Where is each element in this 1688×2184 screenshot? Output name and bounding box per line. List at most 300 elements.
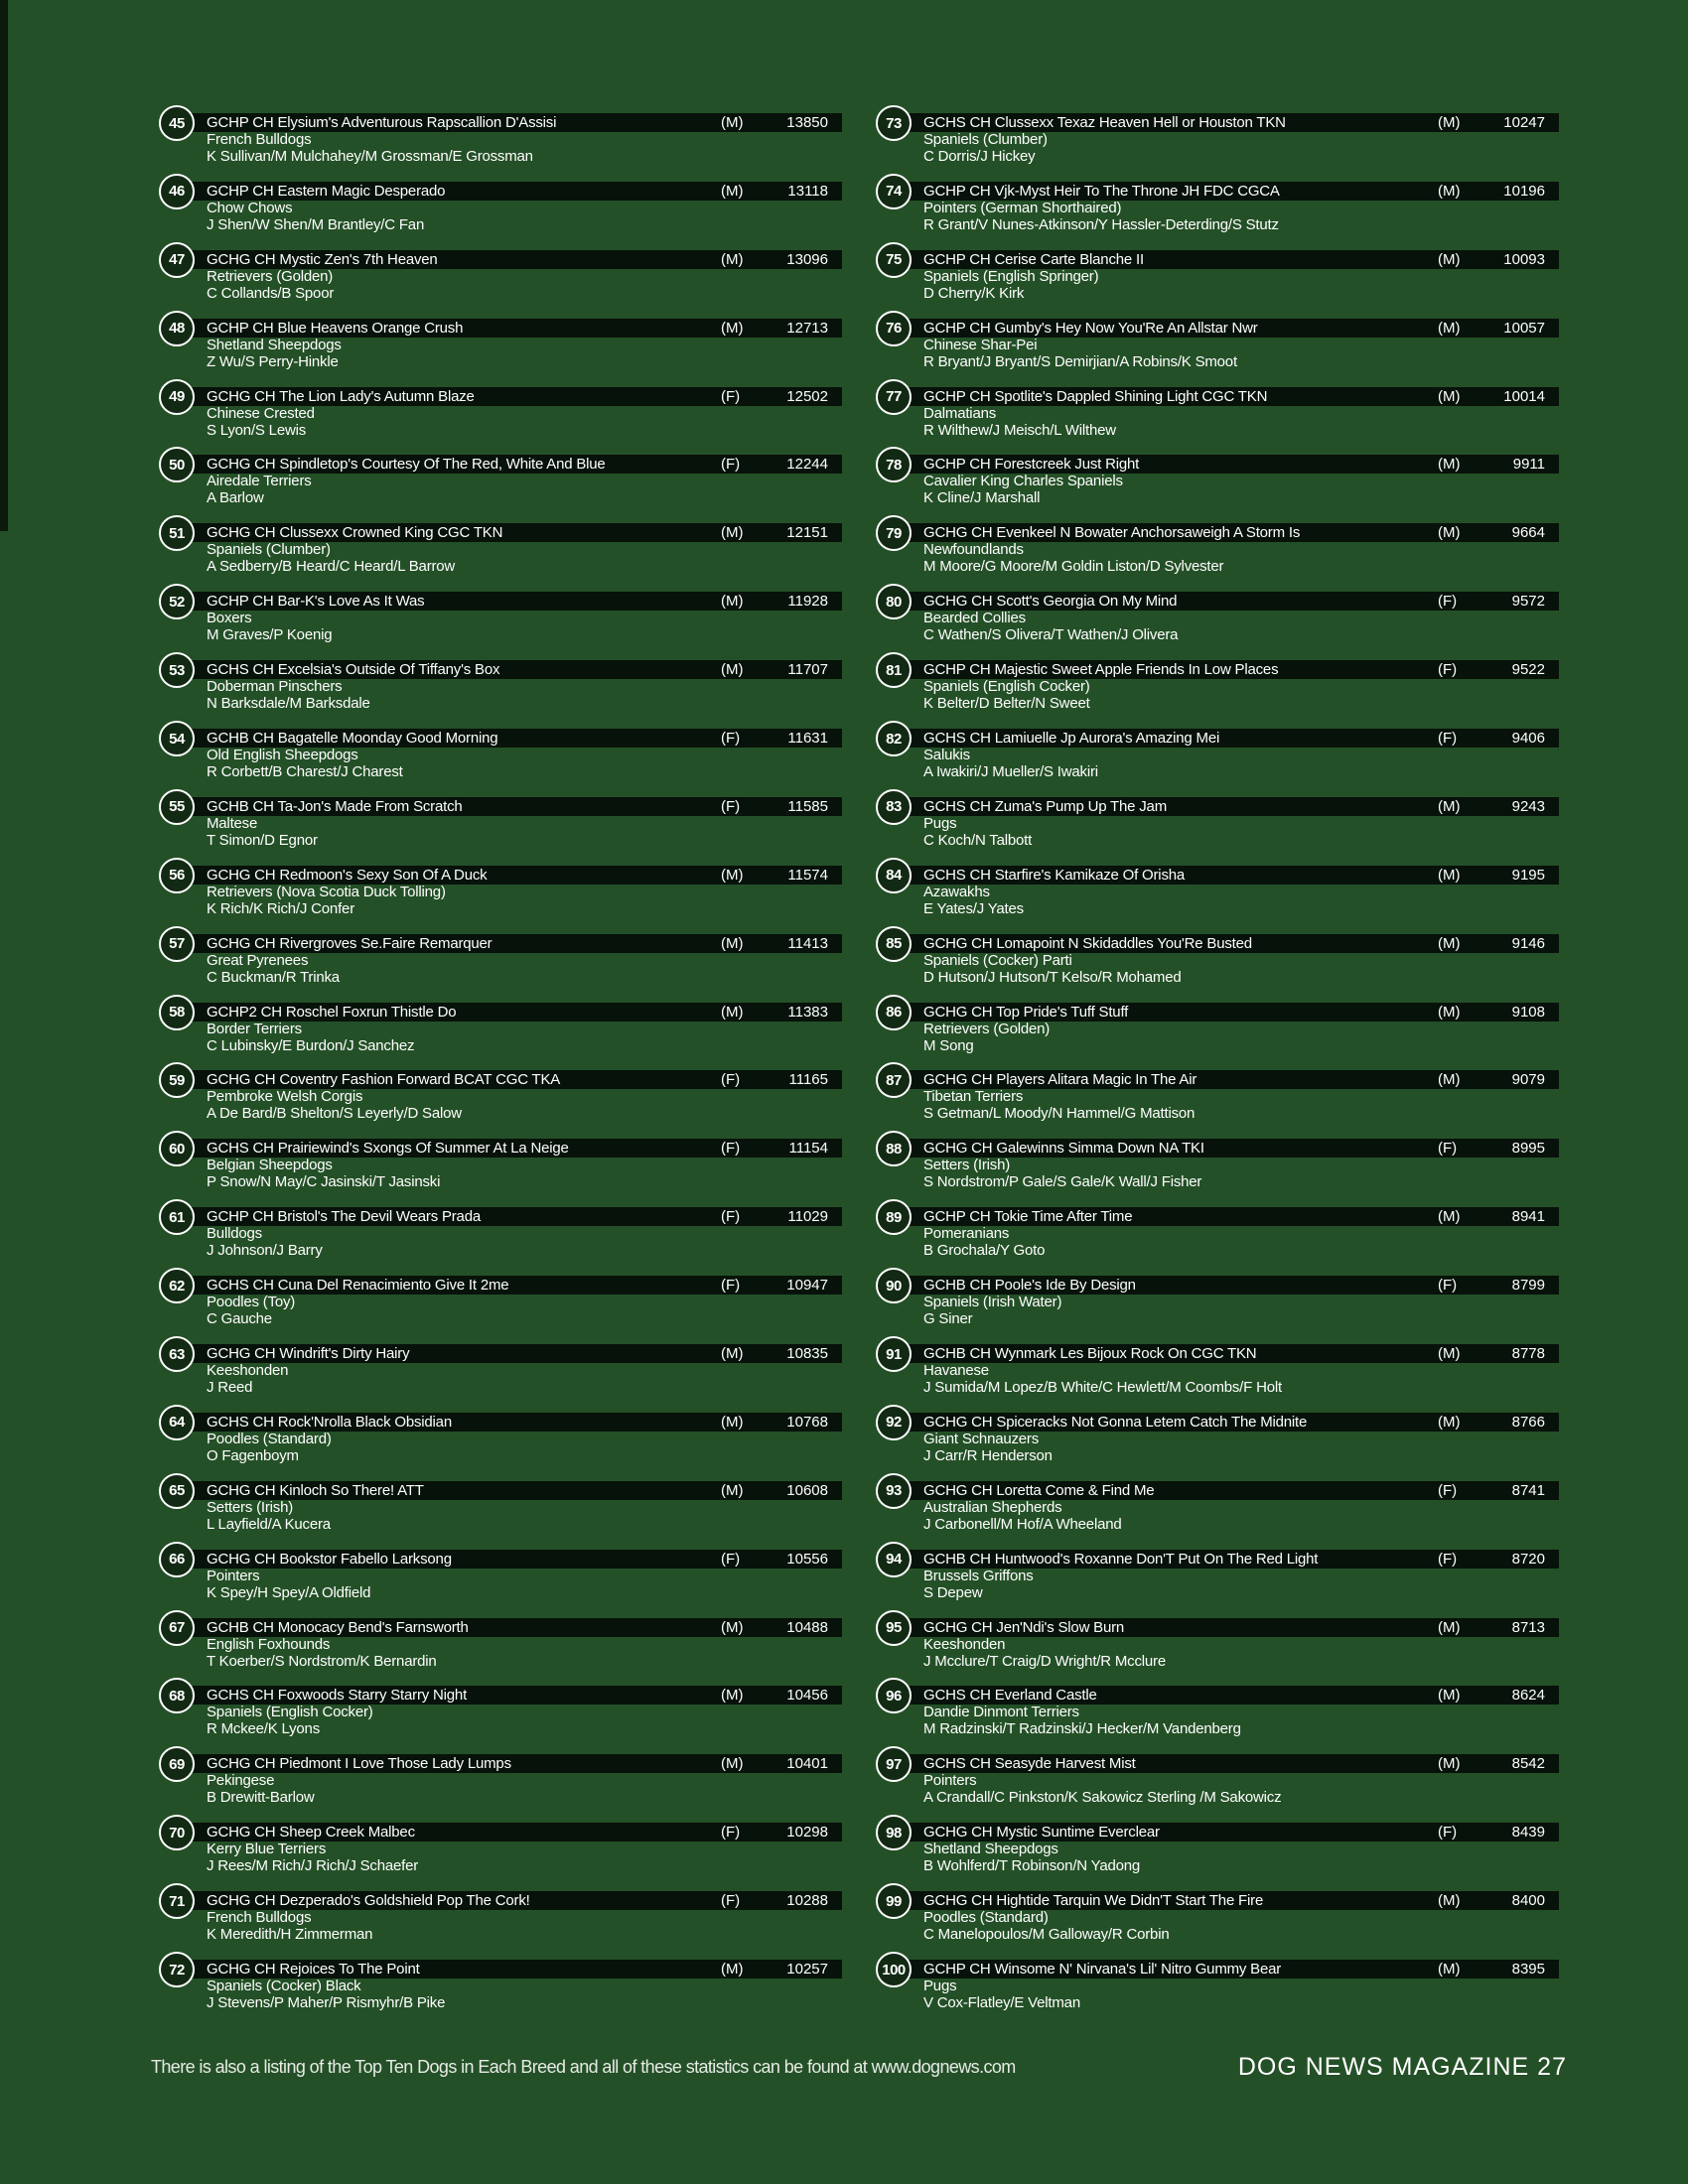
dog-name: GCHP CH Spotlite's Dappled Shining Light CGC TKN <box>923 387 1268 405</box>
ranking-entry <box>159 1473 854 1542</box>
dog-breed: Belgian Sheepdogs <box>207 1157 333 1174</box>
rank-badge: 72 <box>159 1952 195 1987</box>
dog-owners: J Carr/R Henderson <box>923 1446 1053 1464</box>
dog-name: GCHG CH The Lion Lady's Autumn Blaze <box>207 387 475 405</box>
dog-breed: Azawakhs <box>923 883 990 900</box>
rank-badge: 54 <box>159 721 195 756</box>
dog-points: 9572 <box>1511 593 1545 611</box>
dog-sex: (F) <box>1438 1550 1458 1568</box>
dog-owners: C Wathen/S Olivera/T Wathen/J Olivera <box>923 626 1179 644</box>
ranking-entry <box>876 789 1571 858</box>
ranking-entry <box>159 311 854 379</box>
ranking-entry <box>159 1678 854 1746</box>
dog-sex: (F) <box>1438 661 1458 679</box>
rank-badge: 76 <box>876 311 912 346</box>
dog-points: 10401 <box>786 1755 828 1773</box>
dog-points: 10257 <box>786 1961 828 1979</box>
dog-owners: T Koerber/S Nordstrom/K Bernardin <box>207 1652 437 1670</box>
dog-sex: (F) <box>1438 593 1458 611</box>
dog-points: 12713 <box>786 319 828 337</box>
dog-sex: (F) <box>721 1071 741 1089</box>
dog-points: 8400 <box>1511 1892 1545 1910</box>
rank-badge: 53 <box>159 652 195 688</box>
rank-badge: 83 <box>876 789 912 825</box>
rank-badge: 77 <box>876 379 912 415</box>
dog-sex: (M) <box>721 661 744 679</box>
dog-breed: Chow Chows <box>207 199 293 216</box>
ranking-entry <box>876 1062 1571 1131</box>
dog-owners: K Belter/D Belter/N Sweet <box>923 695 1090 713</box>
dog-sex: (M) <box>1438 1071 1461 1089</box>
dog-owners: E Yates/J Yates <box>923 899 1024 917</box>
dog-owners: S Lyon/S Lewis <box>207 421 307 439</box>
dog-breed: Kerry Blue Terriers <box>207 1841 327 1858</box>
rank-badge: 67 <box>159 1610 195 1646</box>
dog-owners: J Stevens/P Maher/P Rismyhr/B Pike <box>207 1994 446 2012</box>
dog-name: GCHS CH Zuma's Pump Up The Jam <box>923 797 1167 815</box>
dog-sex: (M) <box>1438 1345 1461 1363</box>
ranking-entry <box>159 1336 854 1405</box>
dog-name: GCHP CH Gumby's Hey Now You'Re An Allstar Nwr <box>923 319 1258 337</box>
ranking-entry <box>876 1473 1571 1542</box>
dog-name: GCHG CH Spiceracks Not Gonna Letem Catch The Midnite <box>923 1413 1308 1431</box>
dog-sex: (M) <box>1438 1755 1461 1773</box>
dog-owners: J Mcclure/T Craig/D Wright/R Mcclure <box>923 1652 1166 1670</box>
dog-name: GCHS CH Starfire's Kamikaze Of Orisha <box>923 866 1186 884</box>
dog-points: 11154 <box>788 1140 828 1158</box>
rank-badge: 91 <box>876 1336 912 1372</box>
dog-points: 11413 <box>787 934 828 952</box>
dog-owners: N Barksdale/M Barksdale <box>207 695 370 713</box>
ranking-entry <box>876 242 1571 311</box>
dog-sex: (M) <box>721 524 744 542</box>
dog-sex: (M) <box>1438 319 1461 337</box>
dog-breed: Setters (Irish) <box>923 1157 1011 1174</box>
dog-name: GCHG CH Bookstor Fabello Larksong <box>207 1550 452 1568</box>
rank-badge: 90 <box>876 1268 912 1303</box>
dog-name: GCHG CH Dezperado's Goldshield Pop The Cork! <box>207 1892 530 1910</box>
ranking-entry <box>159 174 854 242</box>
dog-points: 8799 <box>1511 1277 1545 1295</box>
rank-badge: 51 <box>159 515 195 551</box>
ranking-entry <box>159 1610 854 1679</box>
dog-points: 8439 <box>1511 1824 1545 1842</box>
ranking-entry <box>876 174 1571 242</box>
dog-sex: (M) <box>721 1345 744 1363</box>
dog-points: 10093 <box>1503 250 1545 268</box>
rank-badge: 78 <box>876 447 912 482</box>
dog-breed: Great Pyrenees <box>207 951 309 969</box>
rank-badge: 75 <box>876 242 912 278</box>
dog-points: 10835 <box>786 1345 828 1363</box>
rank-badge: 88 <box>876 1131 912 1166</box>
dog-name: GCHG CH Loretta Come & Find Me <box>923 1481 1155 1499</box>
ranking-entry <box>159 447 854 515</box>
dog-sex: (M) <box>721 593 744 611</box>
rank-badge: 70 <box>159 1815 195 1850</box>
rank-badge: 81 <box>876 652 912 688</box>
rank-badge: 64 <box>159 1405 195 1440</box>
ranking-entry <box>876 721 1571 789</box>
dog-points: 10288 <box>786 1892 828 1910</box>
dog-name: GCHP CH Tokie Time After Time <box>923 1208 1133 1226</box>
dog-points: 10014 <box>1503 387 1545 405</box>
dog-sex: (M) <box>721 319 744 337</box>
rank-badge: 63 <box>159 1336 195 1372</box>
dog-sex: (F) <box>721 1140 741 1158</box>
dog-owners: K Sullivan/M Mulchahey/M Grossman/E Grossman <box>207 148 533 165</box>
dog-name: GCHS CH Clussexx Texaz Heaven Hell or Houston TKN <box>923 114 1286 131</box>
dog-breed: Setters (Irish) <box>207 1498 294 1516</box>
ranking-entry <box>159 1131 854 1199</box>
dog-breed: Spaniels (Cocker) Black <box>207 1978 361 1995</box>
dog-points: 8741 <box>1511 1481 1545 1499</box>
dog-breed: Retrievers (Nova Scotia Duck Tolling) <box>207 883 446 900</box>
ranking-entry <box>159 858 854 926</box>
dog-breed: Pugs <box>923 814 957 832</box>
dog-sex: (F) <box>721 797 741 815</box>
dog-owners: C Koch/N Talbott <box>923 831 1033 849</box>
dog-name: GCHG CH Kinloch So There! ATT <box>207 1481 424 1499</box>
dog-name: GCHB CH Ta-Jon's Made From Scratch <box>207 797 463 815</box>
dog-breed: Pointers (German Shorthaired) <box>923 199 1122 216</box>
dog-name: GCHB CH Wynmark Les Bijoux Rock On CGC TKN <box>923 1345 1257 1363</box>
dog-name: GCHG CH Windrift's Dirty Hairy <box>207 1345 410 1363</box>
dog-name: GCHP CH Forestcreek Just Right <box>923 456 1140 474</box>
dog-owners: B Wohlferd/T Robinson/N Yadong <box>923 1857 1141 1875</box>
rank-badge: 52 <box>159 584 195 619</box>
dog-breed: Shetland Sheepdogs <box>207 336 342 353</box>
rank-badge: 49 <box>159 379 195 415</box>
dog-breed: Spaniels (Cocker) Parti <box>923 951 1072 969</box>
dog-owners: J Sumida/M Lopez/B White/C Hewlett/M Coombs/F Holt <box>923 1379 1282 1397</box>
dog-owners: Z Wu/S Perry-Hinkle <box>207 352 339 370</box>
dog-owners: K Cline/J Marshall <box>923 489 1041 507</box>
dog-points: 10608 <box>786 1481 828 1499</box>
dog-owners: D Hutson/J Hutson/T Kelso/R Mohamed <box>923 968 1182 986</box>
ranking-entry <box>876 379 1571 448</box>
rank-badge: 46 <box>159 174 195 209</box>
dog-owners: P Snow/N May/C Jasinski/T Jasinski <box>207 1173 441 1191</box>
dog-sex: (M) <box>1438 1687 1461 1705</box>
dog-sex: (F) <box>1438 1140 1458 1158</box>
rank-badge: 84 <box>876 858 912 893</box>
dog-breed: Tibetan Terriers <box>923 1088 1024 1106</box>
ranking-entry <box>159 105 854 174</box>
dog-points: 8720 <box>1511 1550 1545 1568</box>
dog-breed: Doberman Pinschers <box>207 678 343 696</box>
dog-points: 8995 <box>1511 1140 1545 1158</box>
ranking-entry <box>876 1405 1571 1473</box>
rank-badge: 89 <box>876 1199 912 1235</box>
dog-points: 10768 <box>786 1413 828 1431</box>
dog-name: GCHG CH Redmoon's Sexy Son Of A Duck <box>207 866 488 884</box>
rank-badge: 66 <box>159 1542 195 1577</box>
dog-sex: (F) <box>721 1892 741 1910</box>
dog-sex: (M) <box>1438 250 1461 268</box>
dog-sex: (F) <box>721 730 741 748</box>
dog-sex: (M) <box>1438 934 1461 952</box>
left-edge-strip <box>0 0 8 531</box>
dog-breed: Havanese <box>923 1362 989 1380</box>
dog-sex: (M) <box>1438 1892 1461 1910</box>
rank-badge: 98 <box>876 1815 912 1850</box>
dog-points: 8778 <box>1511 1345 1545 1363</box>
dog-points: 8624 <box>1511 1687 1545 1705</box>
rankings-column-left <box>159 105 854 2020</box>
dog-name: GCHG CH Galewinns Simma Down NA TKI <box>923 1140 1204 1158</box>
dog-name: GCHP CH Bristol's The Devil Wears Prada <box>207 1208 481 1226</box>
rank-badge: 71 <box>159 1883 195 1919</box>
dog-name: GCHG CH Jen'Ndi's Slow Burn <box>923 1618 1125 1636</box>
dog-name: GCHS CH Foxwoods Starry Starry Night <box>207 1687 468 1705</box>
dog-name: GCHG CH Top Pride's Tuff Stuff <box>923 1003 1129 1021</box>
rank-badge: 99 <box>876 1883 912 1919</box>
dog-name: GCHG CH Sheep Creek Malbec <box>207 1824 415 1842</box>
dog-points: 10057 <box>1503 319 1545 337</box>
dog-sex: (M) <box>721 1687 744 1705</box>
rank-badge: 61 <box>159 1199 195 1235</box>
dog-owners: S Depew <box>923 1583 983 1601</box>
dog-name: GCHP CH Bar-K's Love As It Was <box>207 593 425 611</box>
dog-sex: (M) <box>1438 1961 1461 1979</box>
rank-badge: 68 <box>159 1678 195 1713</box>
dog-owners: C Lubinsky/E Burdon/J Sanchez <box>207 1036 415 1054</box>
dog-breed: Giant Schnauzers <box>923 1430 1040 1447</box>
dog-name: GCHG CH Rejoices To The Point <box>207 1961 420 1979</box>
dog-breed: English Foxhounds <box>207 1635 331 1653</box>
rank-badge: 96 <box>876 1678 912 1713</box>
dog-breed: Retrievers (Golden) <box>923 1020 1051 1037</box>
dog-sex: (M) <box>1438 1003 1461 1021</box>
dog-name: GCHP CH Majestic Sweet Apple Friends In Low Places <box>923 661 1279 679</box>
ranking-entry <box>876 1131 1571 1199</box>
ranking-entry <box>159 1062 854 1131</box>
dog-name: GCHG CH Scott's Georgia On My Mind <box>923 593 1178 611</box>
dog-owners: M Moore/G Moore/M Goldin Liston/D Sylvester <box>923 558 1224 576</box>
dog-points: 10488 <box>786 1618 828 1636</box>
dog-owners: O Fagenboym <box>207 1446 299 1464</box>
dog-breed: Keeshonden <box>923 1635 1006 1653</box>
dog-sex: (M) <box>721 1413 744 1431</box>
dog-points: 9406 <box>1511 730 1545 748</box>
dog-owners: C Gauche <box>207 1310 272 1328</box>
ranking-entry <box>159 1952 854 2020</box>
dog-name: GCHG CH Coventry Fashion Forward BCAT CGC TKA <box>207 1071 561 1089</box>
dog-owners: J Reed <box>207 1379 253 1397</box>
dog-points: 9911 <box>1512 456 1545 474</box>
dog-owners: A De Bard/B Shelton/S Leyerly/D Salow <box>207 1105 462 1123</box>
ranking-entry <box>876 105 1571 174</box>
dog-name: GCHS CH Excelsia's Outside Of Tiffany's Box <box>207 661 500 679</box>
dog-breed: Australian Shepherds <box>923 1498 1062 1516</box>
dog-owners: M Song <box>923 1036 974 1054</box>
dog-points: 12244 <box>786 456 828 474</box>
dog-points: 11165 <box>788 1071 828 1089</box>
dog-owners: J Carbonell/M Hof/A Wheeland <box>923 1515 1122 1533</box>
dog-sex: (M) <box>1438 866 1461 884</box>
rank-badge: 86 <box>876 995 912 1030</box>
dog-name: GCHS CH Everland Castle <box>923 1687 1097 1705</box>
dog-name: GCHP CH Winsome N' Nirvana's Lil' Nitro Gummy Bear <box>923 1961 1282 1979</box>
dog-breed: Border Terriers <box>207 1020 302 1037</box>
dog-breed: Pomeranians <box>923 1225 1010 1243</box>
dog-points: 9243 <box>1511 797 1545 815</box>
dog-name: GCHS CH Cuna Del Renacimiento Give It 2me <box>207 1277 509 1295</box>
ranking-entry <box>876 1610 1571 1679</box>
dog-points: 9195 <box>1511 866 1545 884</box>
dog-name: GCHB CH Monocacy Bend's Farnsworth <box>207 1618 469 1636</box>
dog-owners: C Dorris/J Hickey <box>923 148 1036 165</box>
rank-badge: 79 <box>876 515 912 551</box>
dog-breed: Old English Sheepdogs <box>207 747 358 764</box>
dog-breed: Salukis <box>923 747 970 764</box>
dog-points: 11029 <box>787 1208 828 1226</box>
dog-name: GCHS CH Lamiuelle Jp Aurora's Amazing Mei <box>923 730 1220 748</box>
ranking-entry <box>159 1199 854 1268</box>
rank-badge: 97 <box>876 1746 912 1782</box>
dog-breed: Pekingese <box>207 1772 275 1790</box>
ranking-entry <box>159 721 854 789</box>
dog-owners: S Nordstrom/P Gale/S Gale/K Wall/J Fisher <box>923 1173 1202 1191</box>
rank-badge: 80 <box>876 584 912 619</box>
ranking-entry <box>159 1815 854 1883</box>
dog-breed: Chinese Shar-Pei <box>923 336 1038 353</box>
dog-points: 9079 <box>1511 1071 1545 1089</box>
dog-owners: M Radzinski/T Radzinski/J Hecker/M Vandenberg <box>923 1720 1241 1738</box>
rank-badge: 56 <box>159 858 195 893</box>
dog-breed: French Bulldogs <box>207 1909 312 1927</box>
dog-breed: Poodles (Toy) <box>207 1294 296 1311</box>
dog-name: GCHG CH Spindletop's Courtesy Of The Red, White And Blue <box>207 456 606 474</box>
dog-owners: S Getman/L Moody/N Hammel/G Mattison <box>923 1105 1196 1123</box>
ranking-entry <box>159 789 854 858</box>
dog-breed: Keeshonden <box>207 1362 289 1380</box>
dog-sex: (M) <box>721 1481 744 1499</box>
dog-sex: (M) <box>1438 456 1461 474</box>
ranking-entry <box>159 379 854 448</box>
dog-points: 8542 <box>1511 1755 1545 1773</box>
dog-breed: Boxers <box>207 610 252 627</box>
ranking-entry <box>159 584 854 652</box>
dog-points: 9522 <box>1511 661 1545 679</box>
dog-points: 11707 <box>787 661 828 679</box>
dog-breed: Poodles (Standard) <box>207 1430 332 1447</box>
dog-points: 13096 <box>786 250 828 268</box>
ranking-entry <box>159 995 854 1063</box>
dog-points: 11631 <box>787 730 828 748</box>
dog-owners: J Johnson/J Barry <box>207 1242 323 1260</box>
dog-name: GCHP CH Cerise Carte Blanche II <box>923 250 1144 268</box>
dog-breed: Chinese Crested <box>207 404 315 422</box>
dog-owners: L Layfield/A Kucera <box>207 1515 331 1533</box>
dog-name: GCHP CH Blue Heavens Orange Crush <box>207 319 464 337</box>
dog-owners: A Crandall/C Pinkston/K Sakowicz Sterling /M Sakowicz <box>923 1789 1282 1807</box>
dog-sex: (F) <box>1438 1824 1458 1842</box>
rank-badge: 55 <box>159 789 195 825</box>
ranking-entry <box>876 311 1571 379</box>
dog-sex: (M) <box>721 866 744 884</box>
ranking-entry <box>876 1746 1571 1815</box>
dog-name: GCHP CH Eastern Magic Desperado <box>207 182 446 200</box>
dog-points: 10298 <box>786 1824 828 1842</box>
dog-breed: Dalmatians <box>923 404 997 422</box>
dog-points: 8766 <box>1511 1413 1545 1431</box>
dog-points: 10947 <box>786 1277 828 1295</box>
dog-owners: C Collands/B Spoor <box>207 284 335 302</box>
dog-points: 8713 <box>1511 1618 1545 1636</box>
dog-name: GCHB CH Huntwood's Roxanne Don'T Put On The Red Light <box>923 1550 1319 1568</box>
dog-owners: C Buckman/R Trinka <box>207 968 340 986</box>
dog-sex: (M) <box>1438 1618 1461 1636</box>
dog-name: GCHG CH Clussexx Crowned King CGC TKN <box>207 524 503 542</box>
rank-badge: 93 <box>876 1473 912 1509</box>
dog-points: 8395 <box>1511 1961 1545 1979</box>
ranking-entry <box>876 1199 1571 1268</box>
dog-owners: A Iwakiri/J Mueller/S Iwakiri <box>923 763 1098 781</box>
dog-name: GCHS CH Prairiewind's Sxongs Of Summer At La Neige <box>207 1140 569 1158</box>
dog-sex: (M) <box>721 182 744 200</box>
ranking-entry <box>876 1678 1571 1746</box>
dog-breed: Spaniels (English Cocker) <box>207 1704 373 1721</box>
ranking-entry <box>159 926 854 995</box>
rank-badge: 58 <box>159 995 195 1030</box>
dog-owners: K Rich/K Rich/J Confer <box>207 899 354 917</box>
rank-badge: 74 <box>876 174 912 209</box>
rank-badge: 73 <box>876 105 912 141</box>
dog-sex: (M) <box>721 1003 744 1021</box>
ranking-entry <box>159 1405 854 1473</box>
dog-name: GCHP CH Vjk-Myst Heir To The Throne JH FDC CGCA <box>923 182 1280 200</box>
ranking-entry <box>876 1883 1571 1952</box>
dog-sex: (M) <box>1438 1208 1461 1226</box>
dog-sex: (F) <box>1438 1481 1458 1499</box>
dog-name: GCHP2 CH Roschel Foxrun Thistle Do <box>207 1003 457 1021</box>
dog-breed: Brussels Griffons <box>923 1567 1034 1584</box>
dog-sex: (M) <box>1438 387 1461 405</box>
rank-badge: 47 <box>159 242 195 278</box>
dog-sex: (M) <box>1438 524 1461 542</box>
dog-points: 12502 <box>786 387 828 405</box>
dog-owners: K Meredith/H Zimmerman <box>207 1926 373 1944</box>
rank-badge: 65 <box>159 1473 195 1509</box>
rank-badge: 100 <box>876 1952 912 1987</box>
rank-badge: 45 <box>159 105 195 141</box>
ranking-entry <box>876 926 1571 995</box>
dog-owners: J Shen/W Shen/M Brantley/C Fan <box>207 215 425 233</box>
dog-owners: R Mckee/K Lyons <box>207 1720 320 1738</box>
ranking-entry <box>876 652 1571 721</box>
dog-owners: T Simon/D Egnor <box>207 831 318 849</box>
rank-badge: 82 <box>876 721 912 756</box>
rank-badge: 95 <box>876 1610 912 1646</box>
dog-points: 9146 <box>1511 934 1545 952</box>
dog-owners: M Graves/P Koenig <box>207 626 333 644</box>
dog-name: GCHS CH Rock'Nrolla Black Obsidian <box>207 1413 452 1431</box>
dog-breed: Newfoundlands <box>923 541 1024 559</box>
dog-sex: (M) <box>1438 182 1461 200</box>
dog-sex: (F) <box>721 1277 741 1295</box>
dog-points: 10556 <box>786 1550 828 1568</box>
dog-breed: Pointers <box>923 1772 977 1790</box>
dog-sex: (F) <box>721 1824 741 1842</box>
dog-owners: B Grochala/Y Goto <box>923 1242 1046 1260</box>
ranking-entry <box>876 1268 1571 1336</box>
ranking-entry <box>876 1815 1571 1883</box>
dog-breed: Spaniels (Clumber) <box>923 131 1048 148</box>
dog-sex: (F) <box>1438 1277 1458 1295</box>
dog-owners: R Wilthew/J Meisch/L Wilthew <box>923 421 1116 439</box>
